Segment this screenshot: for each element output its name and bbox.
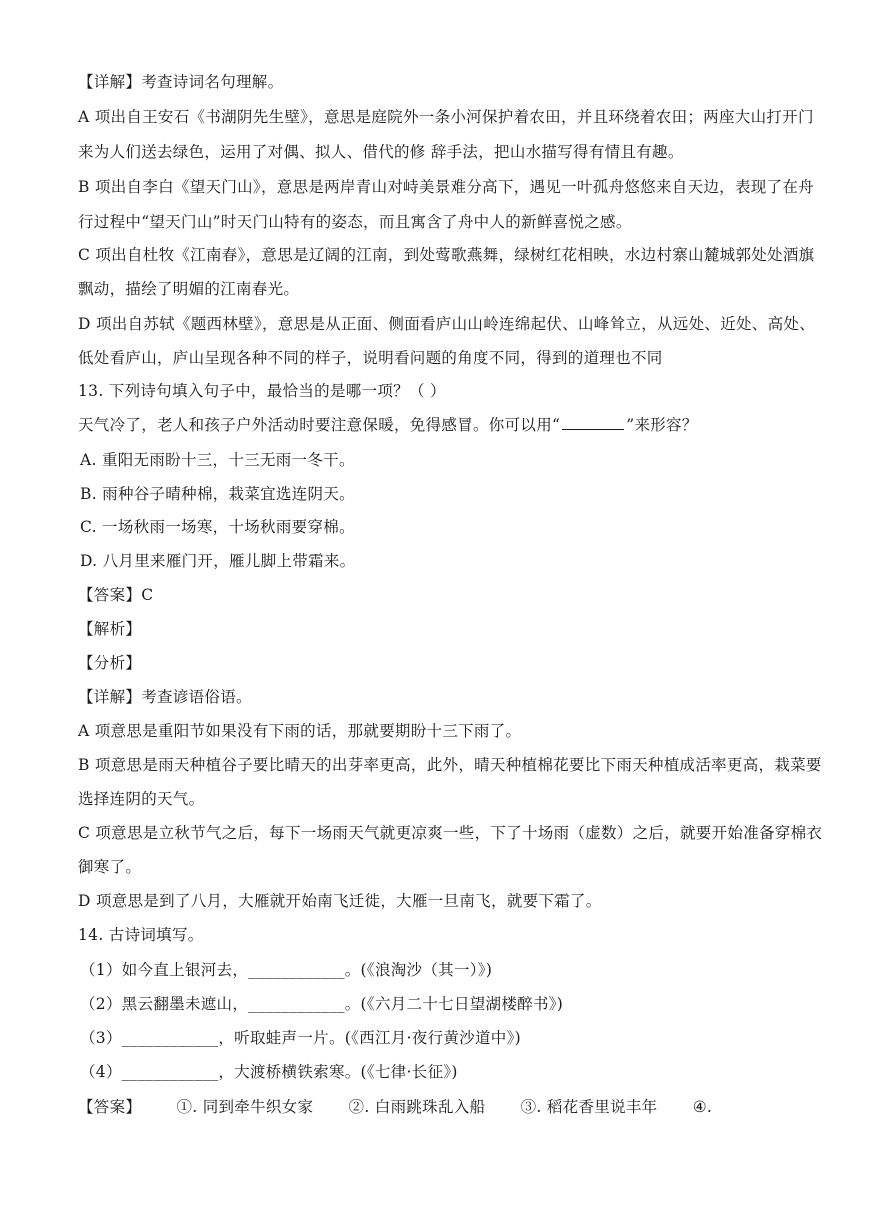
text-line: D 项意思是到了八月，大雁就开始南飞迁徙，大雁一旦南飞，就要下霜了。 <box>78 892 602 910</box>
text-line: 来为人们送去绿色，运用了对偶、拟人、借代的修 辞手法，把山水描写得有情且有趣。 <box>78 143 684 161</box>
option-a: A. 重阳无雨盼十三，十三无雨一冬干。 <box>80 451 355 469</box>
question-13-title: 13. 下列诗句填入句子中，最恰当的是哪一项？（ ） <box>78 382 446 400</box>
question-14-title: 14. 古诗词填写。 <box>78 926 204 944</box>
detail-heading: 【详解】考查诗词名句理解。 <box>78 73 284 91</box>
option-d: D. 八月里来雁门开，雁儿脚上带霜来。 <box>80 552 356 570</box>
q14-answer-row <box>78 1097 712 1117</box>
q14-item-2: （2）黑云翻墨未遮山，____________。(《六月二十七日望湖楼醉书》) <box>80 995 564 1013</box>
question-13-prompt <box>78 415 698 435</box>
answer-2: ②. 白雨跳珠乱入船 <box>348 1098 486 1116</box>
answer-3: ③. 稻花香里说丰年 <box>520 1098 658 1116</box>
text-line: C 项意思是立秋节气之后，每下一场雨天气就更凉爽一些，下了十场雨（虚数）之后，就要开始准备穿棉衣 <box>78 824 823 842</box>
q14-item-4: （4）____________，大渡桥横铁索寒。(《七律·长征》) <box>80 1063 458 1081</box>
prompt-before: 天气冷了，老人和孩子户外活动时要注意保暖，免得感冒。你可以用“ <box>78 416 561 434</box>
text-line: A 项出自王安石《书湖阴先生壁》，意思是庭院外一条小河保护着农田，并且环绕着农田；两座大山打开门 <box>78 108 814 126</box>
text-line: 选择连阴的天气。 <box>78 790 205 808</box>
text-line: B 项意思是雨天种植谷子要比晴天的出芽率更高，此外，晴天种植棉花要比下雨天种植成活率更高，栽菜要 <box>78 756 822 774</box>
option-b: B. 雨种谷子晴种棉，栽菜宜选连阴天。 <box>80 485 355 503</box>
text-line: 低处看庐山，庐山呈现各种不同的样子，说明看问题的角度不同，得到的道理也不同 <box>78 349 663 367</box>
answer-4: ④. <box>692 1098 713 1116</box>
text-line: B 项出自李白《望天门山》，意思是两岸青山对峙美景难分高下，遇见一叶孤舟悠悠来自天边，表现了在舟 <box>78 178 814 196</box>
detail-heading: 【详解】考查谚语俗语。 <box>78 688 252 706</box>
q14-item-3: （3）____________，听取蛙声一片。(《西江月·夜行黄沙道中》) <box>80 1029 521 1047</box>
prompt-after: ”来形容？ <box>626 416 698 434</box>
text-line: 御寒了。 <box>78 858 142 876</box>
analysis-label: 【解析】 <box>78 620 142 638</box>
text-line: A 项意思是重阳节如果没有下雨的话，那就要期盼十三下雨了。 <box>78 722 522 740</box>
fenxi-label: 【分析】 <box>78 654 142 672</box>
option-c: C. 一场秋雨一场寒，十场秋雨要穿棉。 <box>80 518 355 536</box>
fill-blank <box>562 415 624 430</box>
text-line: C 项出自杜牧《江南春》，意思是辽阔的江南，到处莺歌燕舞，绿树红花相映，水边村寨山麓城郭处处酒旗 <box>78 246 815 264</box>
answer-1: ①. 同到牵牛织女家 <box>176 1098 314 1116</box>
q14-item-1: （1）如今直上银河去，____________。(《浪淘沙（其一）》) <box>80 961 493 979</box>
answer-label: 【答案】 <box>78 1098 142 1116</box>
text-line: 行过程中“望天门山”时天门山特有的姿态，而且寓含了舟中人的新鲜喜悦之感。 <box>78 213 632 231</box>
text-line: D 项出自苏轼《题西林壁》，意思是从正面、侧面看庐山山岭连绵起伏、山峰耸立，从远处、近处、高处、 <box>78 315 816 333</box>
answer-label: 【答案】C <box>78 586 154 604</box>
text-line: 飘动，描绘了明媚的江南春光。 <box>78 280 300 298</box>
